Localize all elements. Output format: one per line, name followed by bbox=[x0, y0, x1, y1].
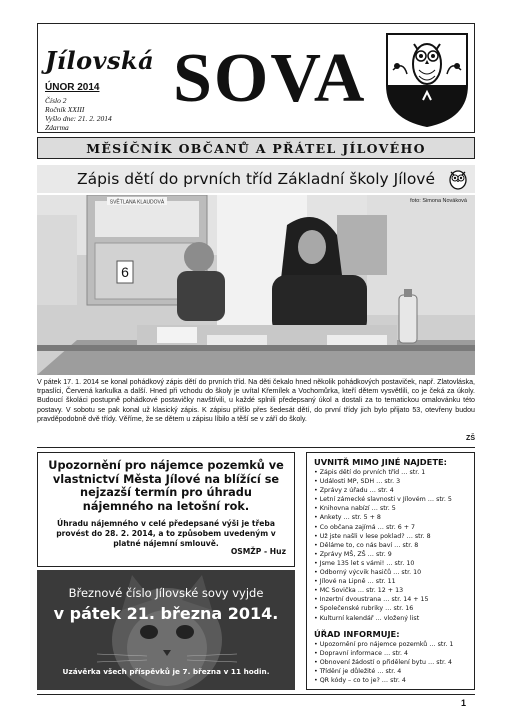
list-item: • Knihovna nabízí … str. 5 bbox=[314, 504, 467, 513]
list-item: • Už jste našli v lese poklad? … str. 8 bbox=[314, 532, 467, 541]
issue-meta bbox=[45, 96, 112, 132]
headline-text: Zápis dětí do prvních tříd Základní školy Jílové bbox=[76, 170, 436, 188]
banner-line-1: Březnové číslo Jílovské sovy vyjde bbox=[68, 586, 264, 600]
issue-price: Zdarma bbox=[45, 123, 69, 132]
page-number: 1 bbox=[461, 698, 467, 708]
list-item: • Obnovení žádostí o přidělení bytu … str. 4 bbox=[314, 658, 467, 667]
next-issue-banner bbox=[37, 570, 295, 690]
issue-volume: Ročník XXIII bbox=[45, 105, 85, 114]
list-item: • Co občana zajímá … str. 6 + 7 bbox=[314, 523, 467, 532]
list-item: • Děláme to, co nás baví … str. 8 bbox=[314, 541, 467, 550]
notice-title: Upozornění pro nájemce pozemků ve vlastnictví Města Jílové na blížící se nejzazší termín pro úhradu nájemného na letošní rok. bbox=[48, 459, 284, 513]
list-item: • Zprávy MŠ, ZŠ … str. 9 bbox=[314, 550, 467, 559]
issue-date: ÚNOR 2014 bbox=[45, 82, 100, 93]
article-text: V pátek 17. 1. 2014 se konal pohádkový zápis dětí do prvních tříd. Na děti čekalo hned několik pohádkových postaviček, např. Zlatovláska, trpaslíci, Červená karkulka a další. Hned při vchodu do školy je uvítal Křemílek a Vochomůrka, kteří dětem vysvětlili, co je čeká za úkoly. Budoucí školáci postupně pohádkové postavičky navštívili, u každé splnili předepsaný úkol a dostali za to tematickou omalovánku této postavy. V sobotu se pak konal už klasický zápis. K zápisu přišlo přes šedesát dětí, do první třídy jich bylo přijato 53, otevřeny budou pravděpodobně dvě třídy. Věříme, že se dětem u zápisu líbilo a těší se v září do školy. bbox=[37, 378, 475, 423]
office-heading: ÚŘAD INFORMUJE: bbox=[314, 628, 400, 639]
owl-icon bbox=[447, 168, 469, 190]
divider bbox=[37, 447, 475, 448]
list-item: • Letní zámecké slavnosti v Jílovém … str. 5 bbox=[314, 495, 467, 504]
list-item: • QR kódy – co to je? … str. 4 bbox=[314, 676, 467, 685]
list-item: • Kulturní kalendář … vložený list bbox=[314, 614, 467, 623]
list-item: • Události MP, SDH … str. 3 bbox=[314, 477, 467, 486]
footer-rule bbox=[37, 694, 475, 695]
photo-scene bbox=[37, 195, 475, 375]
photo-credit: foto: Simona Nováková bbox=[410, 198, 467, 204]
contents-box bbox=[306, 452, 475, 690]
notice-signature: OSMŽP - Huz bbox=[230, 547, 286, 556]
brand-big-title: SOVA bbox=[173, 40, 367, 117]
office-list bbox=[314, 640, 467, 685]
brand-small-title: Jílovská bbox=[45, 46, 155, 75]
issue-published: Vyšlo dne: 21. 2. 2014 bbox=[45, 114, 112, 123]
issue-number: Číslo 2 bbox=[45, 96, 67, 105]
list-item: • Inzertní dvoustrana … str. 14 + 15 bbox=[314, 595, 467, 604]
list-item: • Zprávy z úřadu … str. 4 bbox=[314, 486, 467, 495]
enrollment-photo bbox=[37, 195, 475, 375]
banner-line-2: v pátek 21. března 2014. bbox=[53, 604, 279, 623]
list-item: • Jsme 135 let s vámi! … str. 10 bbox=[314, 559, 467, 568]
cabinet-label: SVĚTLANA KLAUDOVÁ bbox=[109, 199, 165, 206]
list-item: • Třídění je důležité … str. 4 bbox=[314, 667, 467, 676]
subtitle-bar bbox=[37, 137, 475, 159]
contents-list bbox=[314, 468, 467, 623]
list-item: • MC Sovička … str. 12 + 13 bbox=[314, 586, 467, 595]
list-item: • Zápis dětí do prvních tříd … str. 1 bbox=[314, 468, 467, 477]
article-signature: ZŠ bbox=[466, 435, 475, 442]
banner-line-3: Uzávěrka všech příspěvků je 7. března v 11 hodin. bbox=[62, 667, 270, 676]
notice-box bbox=[37, 452, 295, 567]
notice-body: Úhradu nájemného v celé předepsané výši je třeba provést do 28. 2. 2014, a to způsobem uvedeným v platné nájemní smlouvě. bbox=[56, 519, 276, 549]
number-card: 6 bbox=[121, 264, 129, 280]
headline-bar bbox=[37, 165, 475, 193]
list-item: • Společenské rubriky … str. 16 bbox=[314, 604, 467, 613]
list-item: • Ankety … str. 5 + 8 bbox=[314, 513, 467, 522]
masthead bbox=[37, 23, 475, 133]
list-item: • Jílové na Lipně … str. 11 bbox=[314, 577, 467, 586]
list-item: • Upozornění pro nájemce pozemků … str. 1 bbox=[314, 640, 467, 649]
list-item: • Dopravní informace … str. 4 bbox=[314, 649, 467, 658]
owl-crest-icon bbox=[383, 30, 471, 128]
list-item: • Odborný výcvik hasičů … str. 10 bbox=[314, 568, 467, 577]
subtitle-text: MĚSÍČNÍK OBČANŮ A PŘÁTEL JÍLOVÉHO bbox=[86, 140, 426, 156]
contents-heading: UVNITŘ MIMO JINÉ NAJDETE: bbox=[314, 457, 447, 467]
